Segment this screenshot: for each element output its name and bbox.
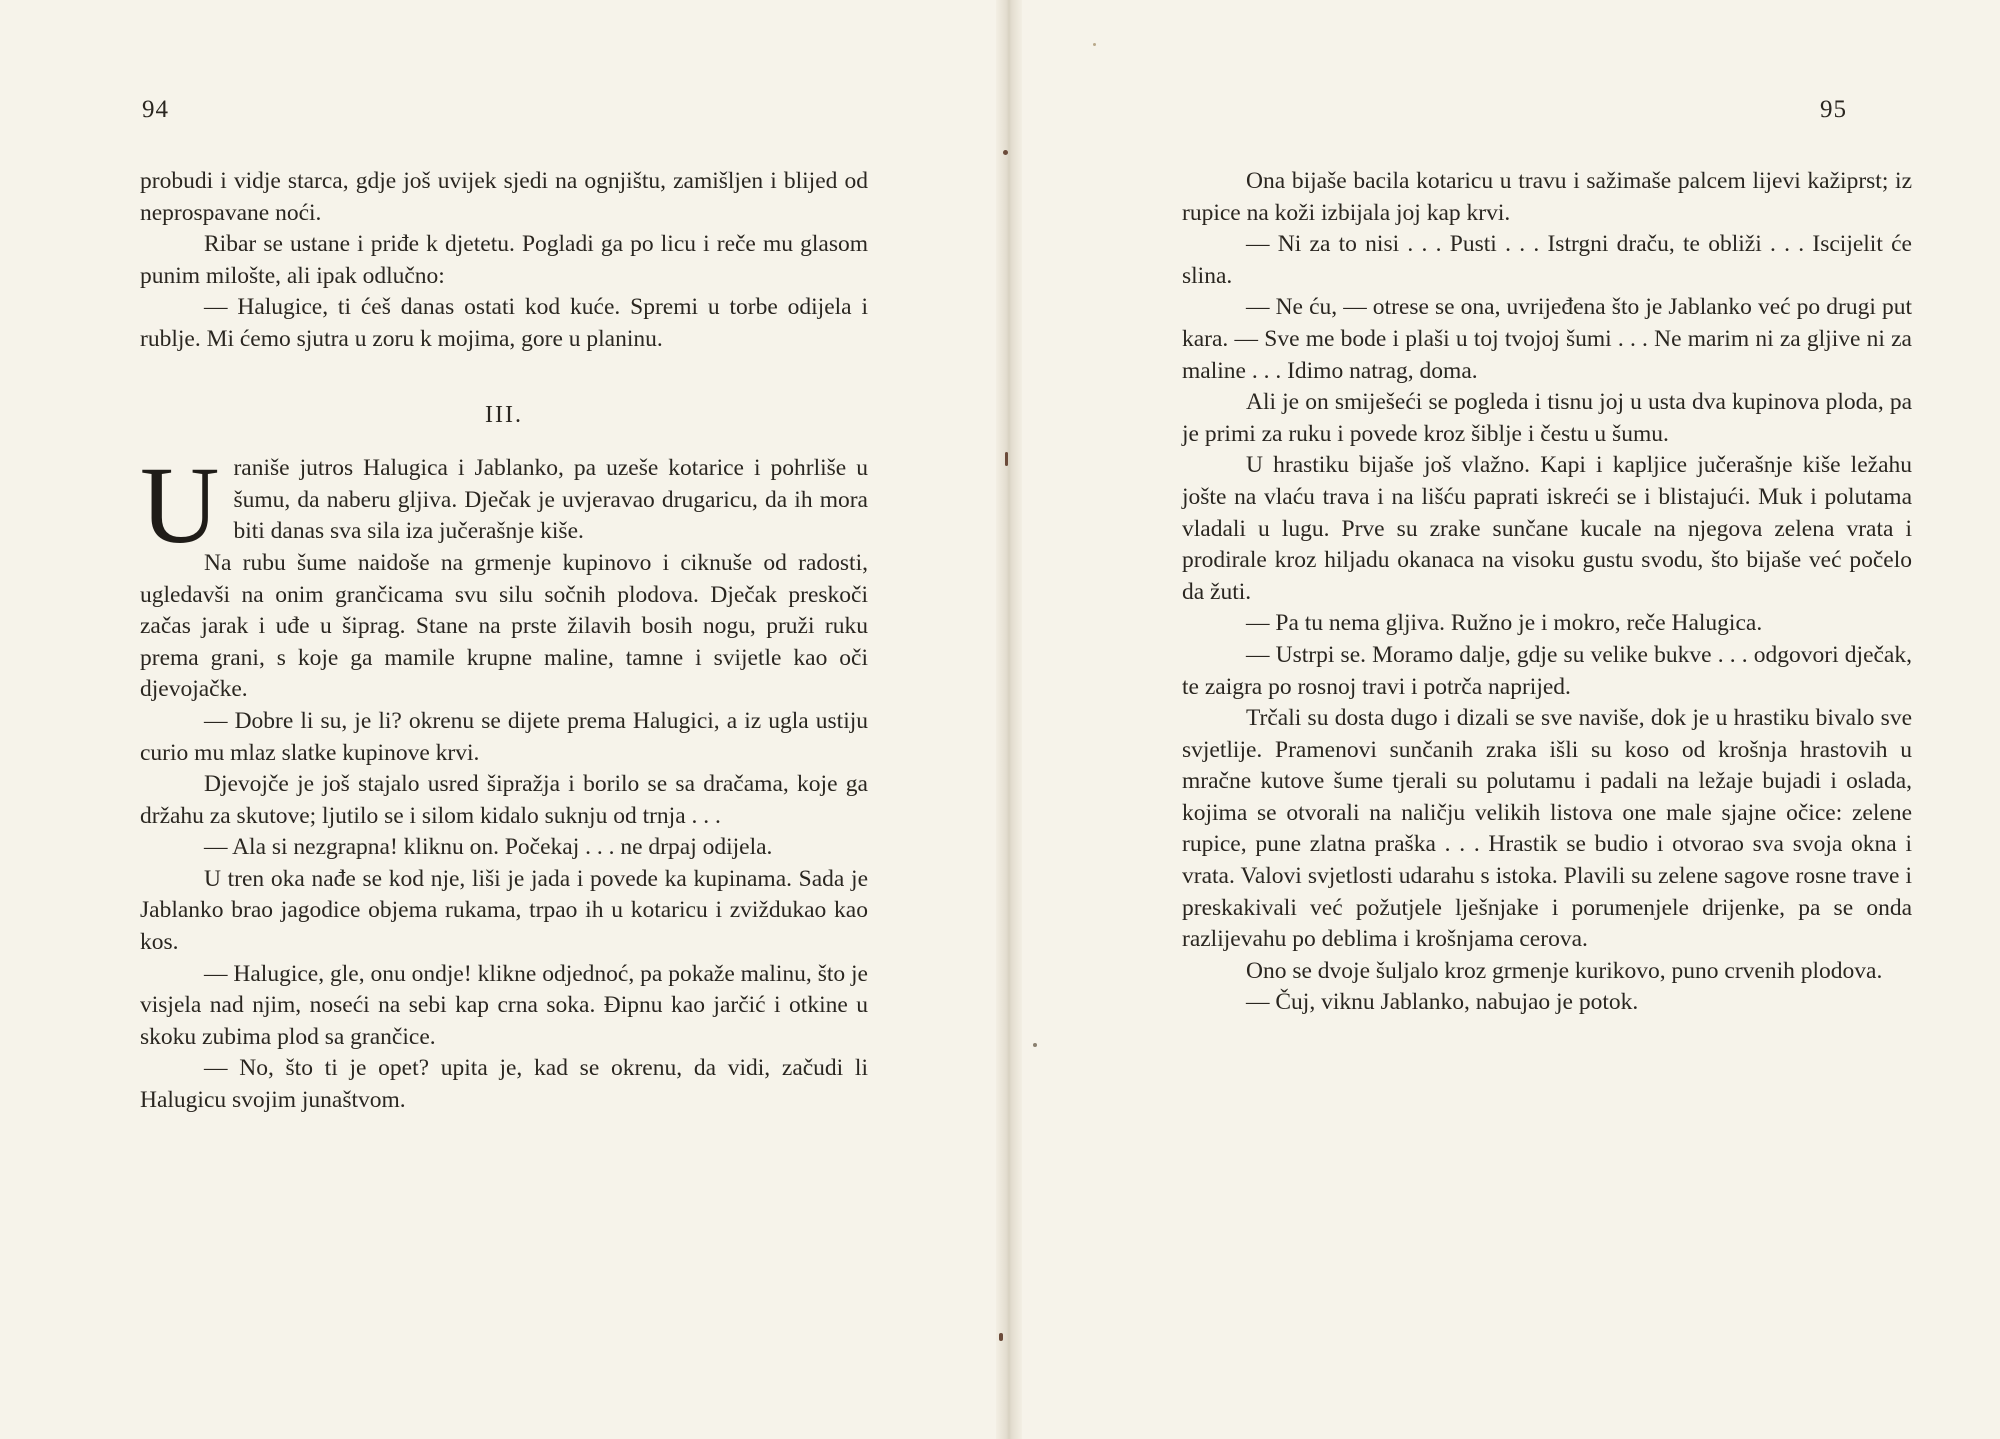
- paragraph: — Ni za to nisi . . . Pusti . . . Istrgni draču, te obliži . . . Iscijelit će slina.: [1182, 231, 1912, 289]
- left-page: [0, 0, 996, 1439]
- paper-speck: [999, 1333, 1003, 1341]
- right-page: [1022, 0, 2000, 1439]
- paper-speck: [1005, 452, 1008, 466]
- paragraph: probudi i vidje starca, gdje još uvijek sjedi na ognjištu, zamišljen i blijed od neprospavane noći.: [140, 168, 868, 226]
- paragraph: Ono se dvoje šuljalo kroz grmenje kurikovo, puno crvenih plodova.: [1246, 957, 1883, 984]
- paragraph: — Pa tu nema gljiva. Ružno je i mokro, reče Halugica.: [1246, 610, 1763, 637]
- paragraph: Djevojče je još stajalo usred šipražja i borilo se sa dračama, koje ga držahu za skutove; ljutilo se i silom kidalo suknju od trnja . . .: [140, 771, 868, 829]
- paragraph: Ali je on smiješeći se pogleda i tisnu joj u usta dva kupinova ploda, pa je primi za ruku i povede kroz šiblje i čestu u šumu.: [1182, 389, 1912, 447]
- paragraph: Na rubu šume naidoše na grmenje kupinovo i ciknuše od radosti, ugledavši na onim grančicama svu silu sočnih plodova. Dječak preskoči začas jarak i uđe u šiprag. Stane na prste žilavih bosih nogu, pruži ruku prema grani, s koje ga mamile krupne maline, tamne i svijetle kao oči djevojačke.: [140, 549, 868, 703]
- paragraph: Ribar se ustane i priđe k djetetu. Pogladi ga po licu i reče mu glasom punim milošte, ali ipak odlučno:: [140, 231, 868, 289]
- paper-speck: [1033, 1043, 1037, 1047]
- page-number-right: 95: [1820, 96, 1847, 123]
- paragraph: — Ne ću, — otrese se ona, uvrijeđena što je Jablanko već po drugi put kara. — Sve me bode i plaši u toj tvojoj šumi . . . Ne marim ni za gljive ni za maline . . . Idimo natrag, doma.: [1182, 294, 1912, 384]
- paragraph: U hrastiku bijaše još vlažno. Kapi i kapljice jučerašnje kiše ležahu jošte na vlaću trava i na lišću paprati iskreći se i blistajući. Muk i polutama vladali u lugu. Prve su zrake sunčane kucale na njegova zelena vrata i prodirale kroz hiljadu okanaca na visoku gustu svodu, što bijaše već počelo da žuti.: [1182, 452, 1912, 605]
- paragraph: — Halugice, gle, onu ondje! klikne odjednoć, pa pokaže malinu, što je visjela nad njim, noseći na sebi kap crna soka. Đipnu kao jarčić i otkine u skoku zubima plod sa grančice.: [140, 960, 868, 1050]
- paragraph: — Čuj, viknu Jablanko, nabujao je potok.: [1246, 989, 1639, 1016]
- paragraph: — Dobre li su, je li? okrenu se dijete prema Halugici, a iz ugla ustiju curio mu mlaz slatke kupinove krvi.: [140, 707, 868, 766]
- paper-speck: [1003, 150, 1008, 155]
- paper-speck: [1093, 43, 1096, 46]
- paragraph: Ona bijaše bacila kotaricu u travu i sažimaše palcem lijevi kažiprst; iz rupice na koži izbijala joj kap krvi.: [1182, 168, 1912, 226]
- left-page-text: [140, 166, 868, 1117]
- right-page-text: [1182, 166, 1912, 1019]
- paragraph: — Halugice, ti ćeš danas ostati kod kuće. Spremi u torbe odijela i rublje. Mi ćemo sjutra u zoru k mojima, gore u planinu.: [140, 294, 868, 352]
- paragraph-text: raniše jutros Halugica i Jablanko, pa uzeše kotarice i pohrliše u šumu, da naberu gljiva. Dječak je uvjeravao drugaricu, da ih mora biti danas sva sila iza jučerašnje kiše.: [233, 455, 868, 545]
- paragraph: — Ala si nezgrapna! kliknu on. Počekaj . . . ne drpaj odijela.: [204, 834, 773, 861]
- drop-cap: U: [140, 444, 220, 567]
- paragraph: — Ustrpi se. Moramo dalje, gdje su velike bukve . . . odgovori dječak, te zaigra po rosnoj travi i potrča naprijed.: [1182, 641, 1912, 700]
- paragraph: — No, što ti je opet? upita je, kad se okrenu, da vidi, začudi li Halugicu svojim junaštvom.: [140, 1055, 868, 1114]
- page-number-left: 94: [142, 96, 169, 123]
- paragraph: U tren oka nađe se kod nje, liši je jada i povede ka kupinama. Sada je Jablanko brao jagodice objema rukama, trpao ih u kotaricu i zviždukao kao kos.: [140, 865, 868, 956]
- chapter-opening-paragraph: [140, 444, 868, 567]
- book-gutter: [996, 0, 1022, 1439]
- chapter-heading: III.: [485, 401, 523, 428]
- paragraph: Trčali su dosta dugo i dizali se sve naviše, dok je u hrastiku bivalo sve svjetlije. Pramenovi sunčanih zraka išli su koso od krošnja hrastovih u mračne kutove šume tjerali su polutamu i padali na ležaje bujadi i oslada, kojima se otvorali na naličju velikih listova one male sjajne očice: zelene rupice, pune zlatna praška . . . Hrastik se budio i otvorao sva svoja okna i vrata. Valovi svjetlosti udarahu s istoka. Plavili su zelene sagove rosne trave i preskakivali već požutjele lješnjake i porumenjele drijenke, pa se onda razlijevahu po deblima i krošnjama cerova.: [1182, 705, 1912, 953]
